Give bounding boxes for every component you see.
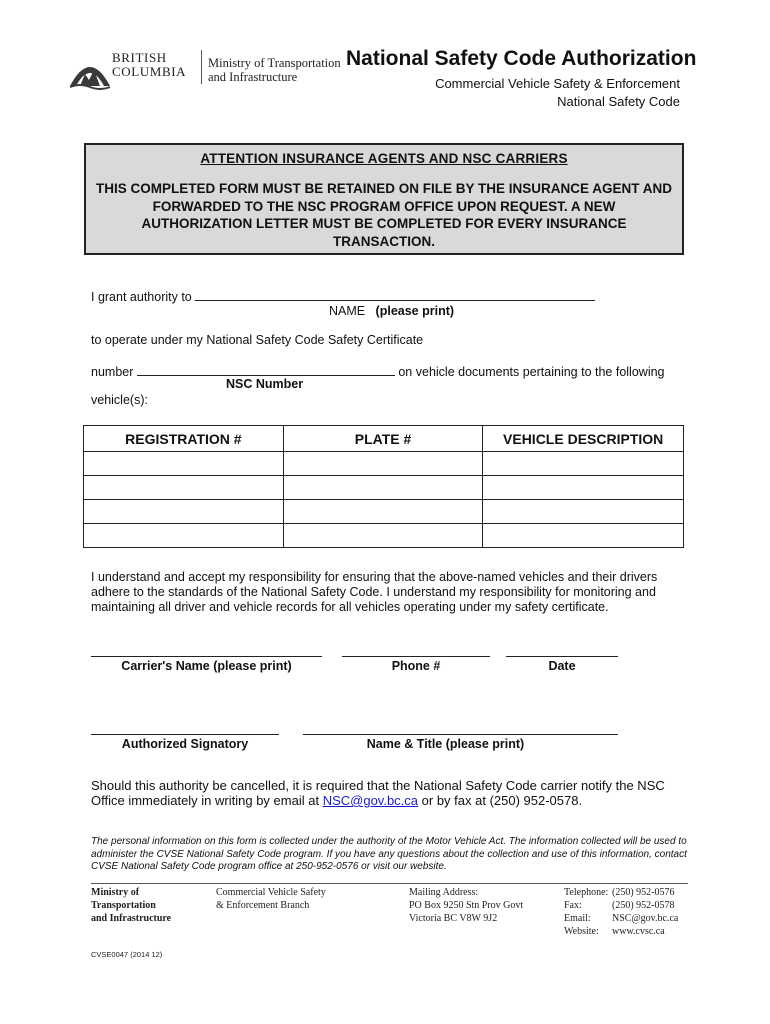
registration-cell[interactable] xyxy=(84,500,284,524)
registration-cell[interactable] xyxy=(84,524,284,548)
operate-text: to operate under my National Safety Code Safety Certificate xyxy=(91,333,424,347)
date-line[interactable] xyxy=(506,656,618,657)
footer-website[interactable]: www.cvsc.ca xyxy=(612,926,665,937)
form-subtitle-program: National Safety Code xyxy=(557,94,680,109)
number-label: number xyxy=(91,365,134,379)
attention-notice xyxy=(84,143,684,255)
vehicles-label: vehicle(s): xyxy=(91,393,148,407)
name-label: NAME xyxy=(329,304,366,318)
number-suffix: on vehicle documents pertaining to the following xyxy=(398,365,665,379)
footer-contact-labels: Telephone: Fax: Email: Website: xyxy=(564,887,609,937)
footer-contact-values: (250) 952-0576 (250) 952-0578 NSC@gov.bc.ca www.cvsc.ca xyxy=(612,887,679,937)
plate-cell[interactable] xyxy=(283,476,483,500)
description-cell[interactable] xyxy=(483,524,684,548)
registration-header: REGISTRATION # xyxy=(84,426,284,452)
table-row xyxy=(84,524,684,548)
plate-cell[interactable] xyxy=(283,500,483,524)
table-row xyxy=(84,500,684,524)
footer-divider xyxy=(91,883,688,884)
logo-divider xyxy=(201,50,202,84)
nsc-number-caption: NSC Number xyxy=(226,377,304,391)
footer-mailing-address: Mailing Address: PO Box 9250 Stn Prov Govt Victoria BC V8W 9J2 xyxy=(409,887,524,924)
logo-wordmark: BRITISH COLUMBIA xyxy=(112,50,187,79)
plate-cell[interactable] xyxy=(283,524,483,548)
name-title-line[interactable] xyxy=(303,734,618,735)
footer-ministry: Ministry of Transportation and Infrastructure xyxy=(91,887,172,924)
name-caption xyxy=(329,304,454,318)
form-title: National Safety Code Authorization xyxy=(346,47,697,70)
signatory-label: Authorized Signatory xyxy=(121,737,249,751)
footer-branch: Commercial Vehicle Safety & Enforcement Branch xyxy=(216,887,326,911)
privacy-statement: The personal information on this form is collected under the authority of the Motor Vehicle Act. The information collected will be used to administer the CVSE National Safety Code program. If you have any questions about the collection and use of this information, contact CVSE National Safety Code program office at 250-952-0576 or visit our website. xyxy=(91,836,687,872)
registration-cell[interactable] xyxy=(84,452,284,476)
responsibility-statement: I understand and accept my responsibility for ensuring that the above-named vehicles and their drivers adhere to the standards of the National Safety Code. I understand my responsibility for monitoring and maintaining all driver and vehicle records for all vehicles operating under my safety certificate. xyxy=(91,570,658,614)
carrier-name-line[interactable] xyxy=(91,656,322,657)
name-title-label: Name & Title (please print) xyxy=(366,737,525,751)
signatory-line[interactable] xyxy=(91,734,279,735)
cancellation-notice xyxy=(91,778,691,808)
cancellation-fax-text: or by fax at (250) 952-0578. xyxy=(421,793,583,808)
table-row xyxy=(84,452,684,476)
description-header: VEHICLE DESCRIPTION xyxy=(483,426,684,452)
date-label: Date xyxy=(548,659,576,673)
attention-body: THIS COMPLETED FORM MUST BE RETAINED ON FILE BY THE INSURANCE AGENT AND FORWARDED TO THE NSC PROGRAM OFFICE UPON REQUEST. A NEW AUTHORIZATION LETTER MUST BE COMPLETED FOR EVERY INSURANCE TRANSACTION. xyxy=(96,181,673,249)
attention-title: ATTENTION INSURANCE AGENTS AND NSC CARRIERS xyxy=(200,151,568,166)
plate-cell[interactable] xyxy=(283,452,483,476)
nsc-number-line xyxy=(91,363,665,379)
description-cell[interactable] xyxy=(483,476,684,500)
phone-line[interactable] xyxy=(342,656,490,657)
grant-authority-label: I grant authority to xyxy=(91,290,192,304)
carrier-name-label: Carrier's Name (please print) xyxy=(121,659,292,673)
form-subtitle-branch: Commercial Vehicle Safety & Enforcement xyxy=(435,76,680,91)
authorized-name-field[interactable] xyxy=(195,288,595,301)
description-cell[interactable] xyxy=(483,500,684,524)
vehicle-table-header xyxy=(84,426,684,452)
description-cell[interactable] xyxy=(483,452,684,476)
grant-authority-line xyxy=(91,288,595,304)
ministry-name: Ministry of Transportation and Infrastructure xyxy=(208,56,341,84)
registration-cell[interactable] xyxy=(84,476,284,500)
name-hint: (please print) xyxy=(375,304,455,318)
nsc-number-field[interactable] xyxy=(137,363,395,376)
footer-email[interactable]: NSC@gov.bc.ca xyxy=(612,913,679,924)
vehicle-table xyxy=(83,425,684,548)
phone-label: Phone # xyxy=(391,659,441,673)
table-row xyxy=(84,476,684,500)
form-number: CVSE0047 (2014 12) xyxy=(91,950,163,959)
nsc-email-link[interactable]: NSC@gov.bc.ca xyxy=(322,793,419,808)
sun-icon xyxy=(70,67,110,89)
cancellation-text: Should this authority be cancelled, it is required that the National Safety Code carrier notify the NSC Office immediately in writing by email at xyxy=(91,778,665,808)
plate-header: PLATE # xyxy=(283,426,483,452)
